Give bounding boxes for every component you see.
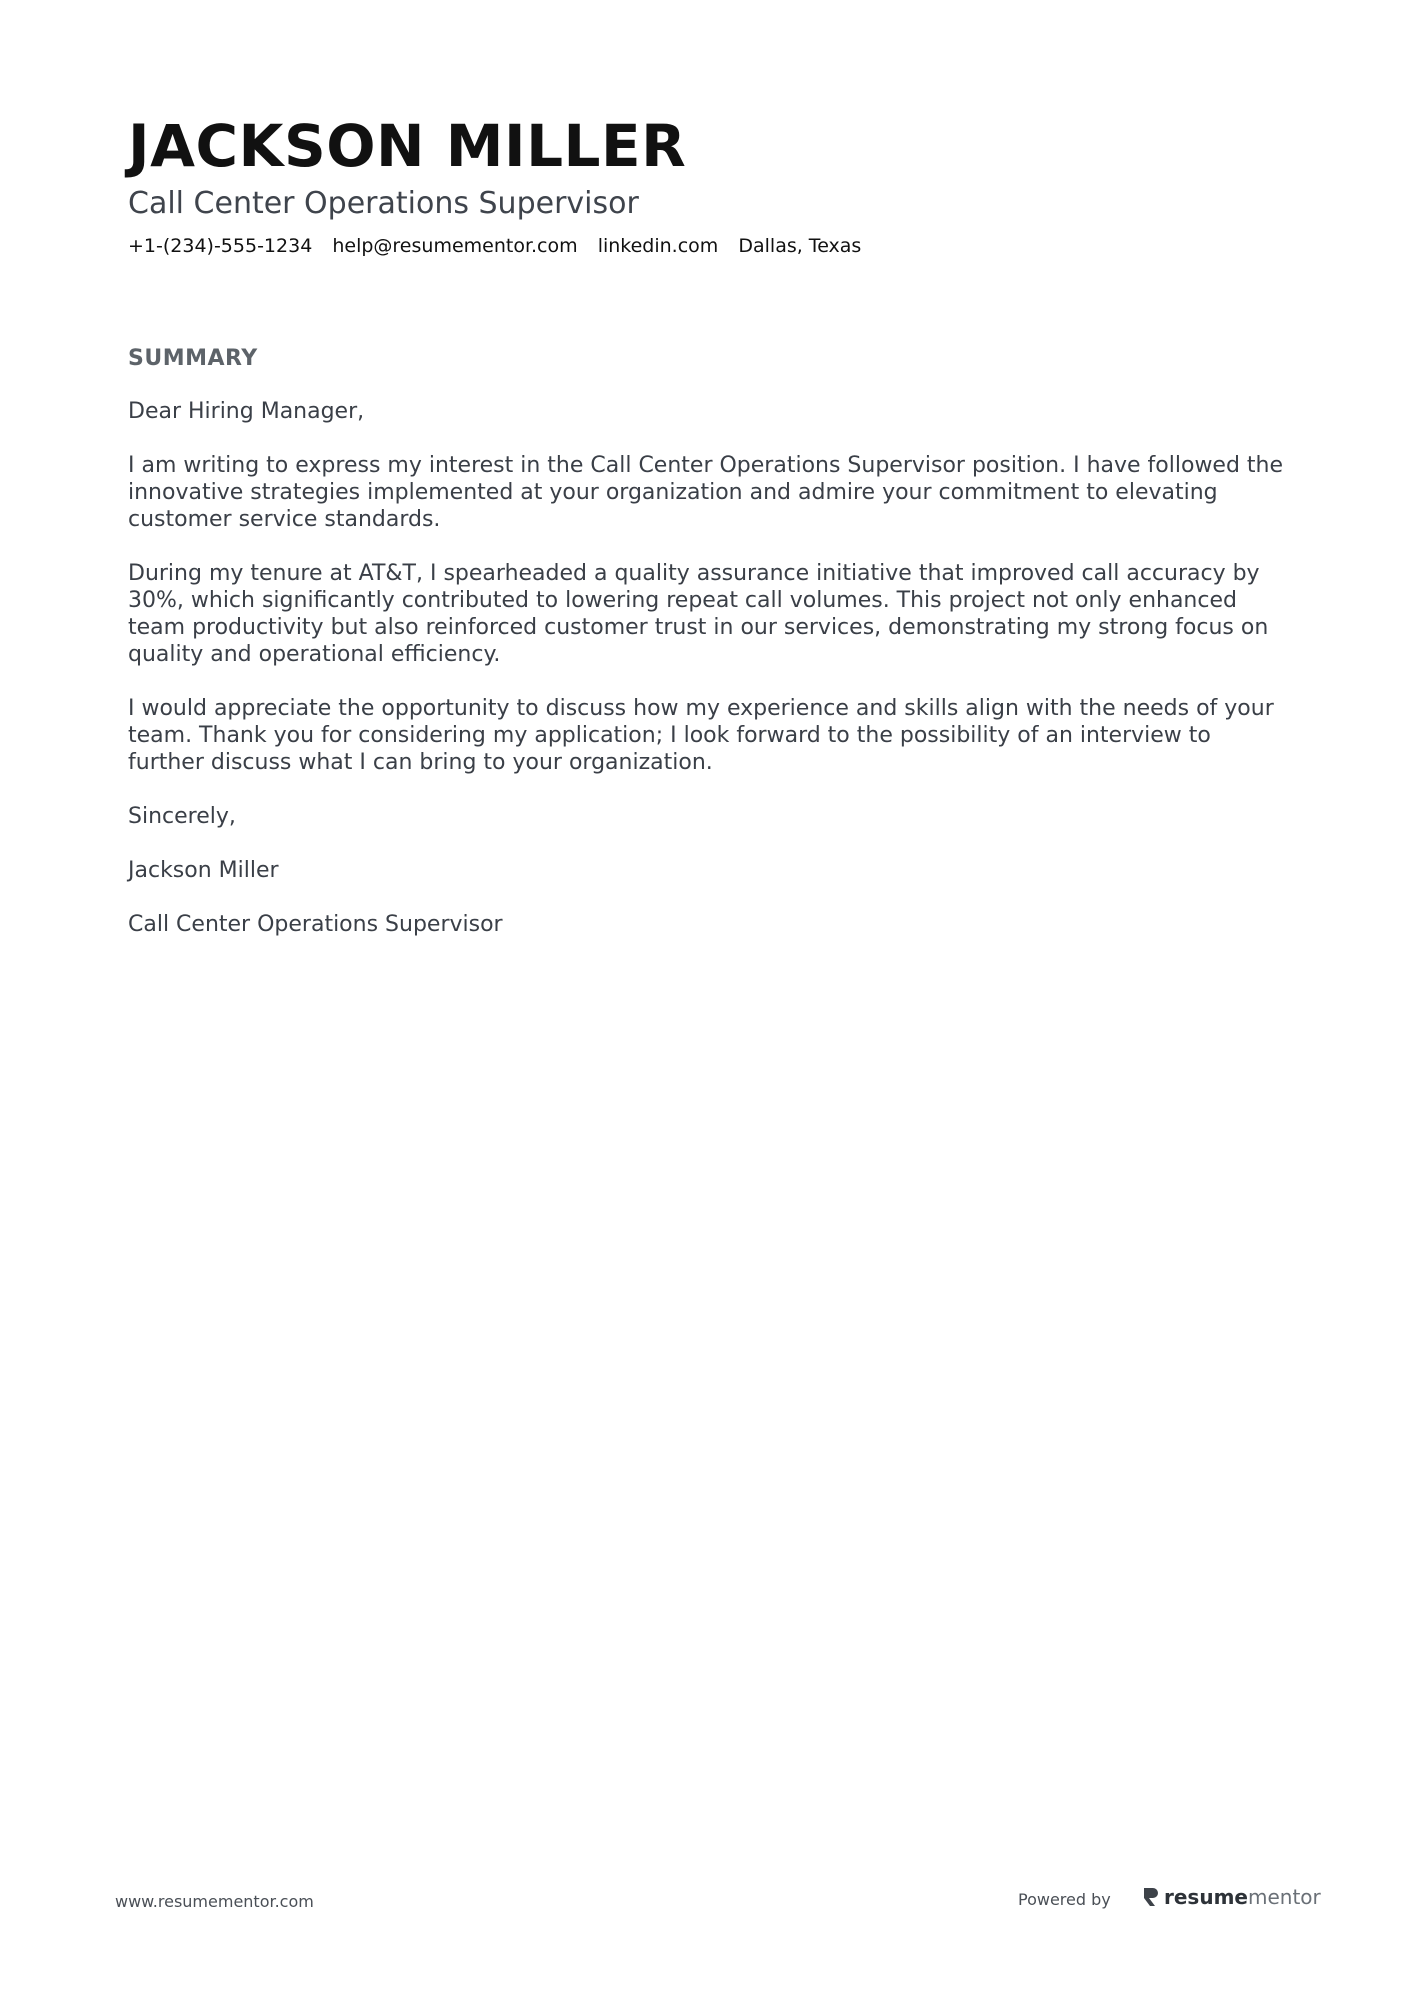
applicant-name: JACKSON MILLER	[128, 112, 687, 180]
contact-email[interactable]: help@resumementor.com	[332, 235, 578, 257]
letter-closing: Sincerely,	[128, 804, 236, 829]
letter-paragraph: During my tenure at AT&T, I spearheaded a quality assurance initiative that improved call accuracy by 30%, which significantly contributed to lowering repeat call volumes. This project not only enhanced team productivity but also reinforced customer trust in our services, demonstrating my strong focus on quality and operational efficiency.	[128, 561, 1269, 667]
signature-title: Call Center Operations Supervisor	[128, 912, 503, 937]
letter-paragraph: I would appreciate the opportunity to discuss how my experience and skills align with the needs of your team. Thank you for considering my application; I look forward to the possibility of an interview to further discuss what I can bring to your organization.	[128, 696, 1274, 775]
brand-name-bold: resume	[1164, 1885, 1248, 1909]
letter-body	[128, 398, 1288, 965]
resumementor-logo-icon	[1142, 1886, 1160, 1908]
section-heading-summary: SUMMARY	[128, 346, 258, 371]
applicant-title: Call Center Operations Supervisor	[128, 186, 639, 221]
signature-name: Jackson Miller	[128, 858, 279, 883]
contact-location: Dallas, Texas	[738, 235, 862, 257]
brand-name-light: mentor	[1247, 1885, 1321, 1909]
powered-by-label: Powered by	[1018, 1890, 1111, 1909]
contact-line	[128, 234, 1288, 258]
footer-url[interactable]: www.resumementor.com	[115, 1892, 314, 1911]
letter-greeting: Dear Hiring Manager,	[128, 399, 365, 424]
contact-phone: +1-(234)-555-1234	[128, 235, 313, 257]
contact-linkedin[interactable]: linkedin.com	[597, 235, 719, 257]
brand-logo[interactable]	[1142, 1885, 1321, 1909]
letter-paragraph: I am writing to express my interest in the Call Center Operations Supervisor position. I have followed the innovative strategies implemented at your organization and admire your commitment to elevating customer service standards.	[128, 453, 1284, 532]
header	[128, 110, 1288, 258]
